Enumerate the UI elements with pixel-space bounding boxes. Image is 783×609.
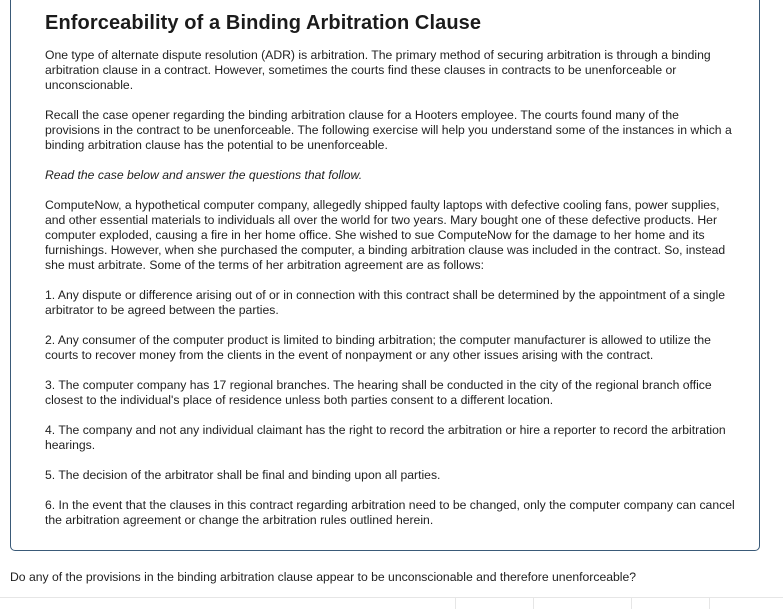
- term-2: 2. Any consumer of the computer product is limited to binding arbitration; the computer manufacturer is allowed to utilize the courts to recover money from the clients in the event of nonpayment or any other issues arising with the contract.: [45, 333, 711, 362]
- case-card-content: [45, 11, 735, 543]
- term-6: 6. In the event that the clauses in this contract regarding arbitration need to be changed, only the computer company can cancel the arbitration agreement or change the arbitration rules outlined herein.: [45, 498, 735, 527]
- recall-paragraph: Recall the case opener regarding the binding arbitration clause for a Hooters employee. The courts found many of the provisions in the contract to be unenforceable. The following exercise will help you understand some of the instances in which a binding arbitration clause has the potential to be unenforceable.: [45, 108, 732, 152]
- term-4: 4. The company and not any individual claimant has the right to record the arbitration or hire a reporter to record the arbitration hearings.: [45, 423, 726, 452]
- answer-column-divider: [631, 598, 632, 609]
- question-prompt: Do any of the provisions in the binding arbitration clause appear to be unconscionable and therefore unenforceable?: [10, 570, 637, 584]
- term-3: 3. The computer company has 17 regional branches. The hearing shall be conducted in the city of the regional branch office closest to the individual's place of residence unless both parties consent to a different location.: [45, 378, 712, 407]
- answer-column-divider: [709, 598, 710, 609]
- section-title: Enforceability of a Binding Arbitration Clause: [45, 12, 482, 34]
- answer-column-divider: [533, 598, 534, 609]
- case-card: [10, 0, 760, 551]
- answer-column-divider: [455, 598, 456, 609]
- instruction-paragraph: Read the case below and answer the questions that follow.: [45, 168, 363, 182]
- case-paragraph: ComputeNow, a hypothetical computer company, allegedly shipped faulty laptops with defective cooling fans, power supplies, and other essential materials to individuals all over the world for two years. Mary bought one of these defective products. Her computer exploded, causing a fire in her home office. She wished to sue ComputeNow for the damage to her home and its furnishings. However, when she purchased the computer, a binding arbitration clause was included in the contract. So, instead she must arbitrate. Some of the terms of her arbitration agreement are as follows:: [45, 198, 726, 272]
- term-5: 5. The decision of the arbitrator shall be final and binding upon all parties.: [45, 468, 441, 482]
- intro-paragraph: One type of alternate dispute resolution (ADR) is arbitration. The primary method of securing arbitration is through a binding arbitration clause in a contract. However, sometimes the courts find these clauses in contracts to be unenforceable or unconscionable.: [45, 48, 711, 92]
- answer-area-divider: [0, 597, 783, 598]
- term-1: 1. Any dispute or difference arising out of or in connection with this contract shall be determined by the appointment of a single arbitrator to be agreed between the parties.: [45, 288, 725, 317]
